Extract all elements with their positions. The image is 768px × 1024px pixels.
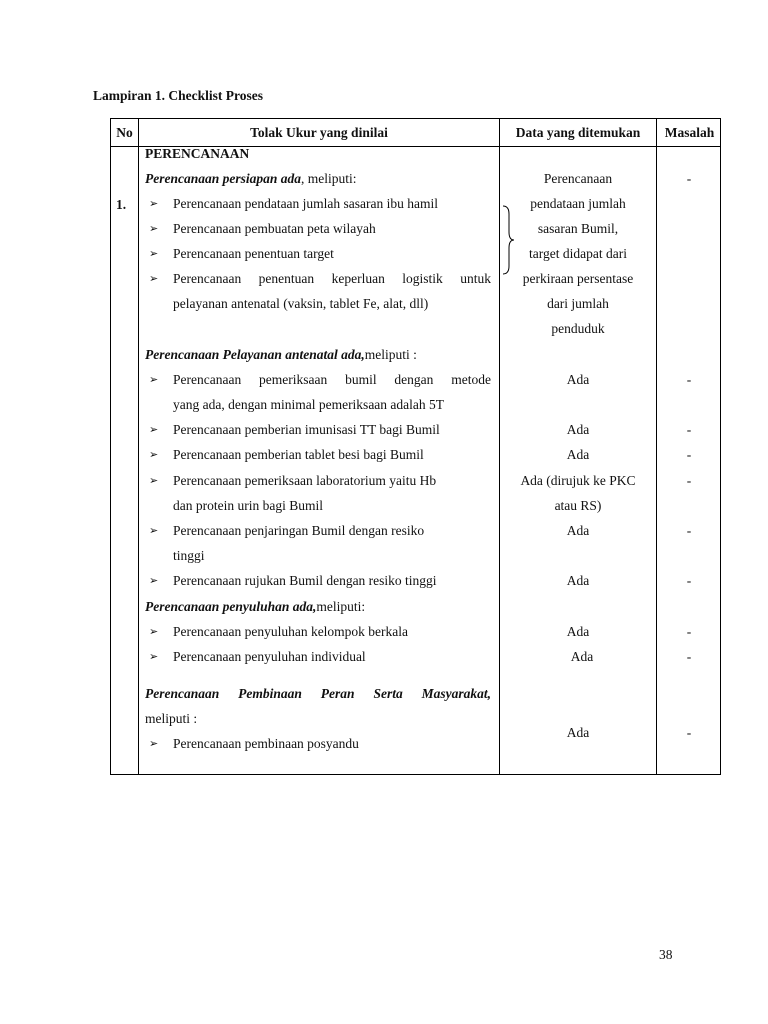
group-title-suffix: meliputi : xyxy=(145,711,198,726)
curly-brace-icon xyxy=(501,204,515,276)
list-item: ➢ Perencanaan pemberian tablet besi bagi Bumil xyxy=(149,447,424,462)
group-title-penyuluhan: Perencanaan penyuluhan ada,meliputi: xyxy=(145,599,366,614)
data-line: perkiraan persentase xyxy=(522,271,634,286)
list-item-continuation: yang ada, dengan minimal pemeriksaan adalah 5T xyxy=(173,397,445,412)
arrowhead-bullet-icon: ➢ xyxy=(149,247,159,260)
list-item: ➢ Perencanaan penyuluhan individual xyxy=(149,649,366,664)
arrowhead-bullet-icon: ➢ xyxy=(149,423,159,436)
list-item xyxy=(149,372,173,388)
page-caption: Lampiran 1. Checklist Proses xyxy=(93,88,264,103)
data-value: Ada xyxy=(570,649,594,664)
data-value: Ada xyxy=(566,372,590,387)
data-line: Perencanaan xyxy=(543,171,613,186)
arrowhead-bullet-icon: ➢ xyxy=(149,474,159,487)
data-value-continuation: atau RS) xyxy=(554,498,602,513)
masalah-value: - xyxy=(686,422,692,437)
data-value: Ada xyxy=(566,725,590,740)
masalah-value: - xyxy=(686,523,692,538)
data-value: Ada xyxy=(566,523,590,538)
list-item xyxy=(149,271,173,287)
header-tolak-ukur: Tolak Ukur yang dinilai xyxy=(250,125,388,140)
masalah-value: - xyxy=(686,624,692,639)
list-item-text: Perencanaan pemeriksaan bumil dengan metode xyxy=(173,372,491,387)
arrowhead-bullet-icon: ➢ xyxy=(149,737,159,750)
arrowhead-bullet-icon: ➢ xyxy=(149,373,159,386)
header-data: Data yang ditemukan xyxy=(515,125,641,140)
list-item: ➢ Perencanaan pembinaan posyandu xyxy=(149,736,359,751)
header-no: No xyxy=(116,125,133,140)
list-item-text: Perencanaan pemeriksaan laboratorium yaitu Hb xyxy=(173,473,437,488)
arrowhead-bullet-icon: ➢ xyxy=(149,574,159,587)
list-item-continuation: dan protein urin bagi Bumil xyxy=(173,498,323,513)
list-item-continuation: pelayanan antenatal (vaksin, tablet Fe, alat, dll) xyxy=(173,296,429,311)
arrowhead-bullet-icon: ➢ xyxy=(149,197,159,210)
masalah-value: - xyxy=(686,171,692,186)
list-item-text: Perencanaan penentuan keperluan logistik untuk xyxy=(173,271,491,286)
arrowhead-bullet-icon: ➢ xyxy=(149,524,159,537)
data-value: Ada (dirujuk ke PKC xyxy=(520,473,636,488)
list-item: ➢ Perencanaan pemberian imunisasi TT bagi Bumil xyxy=(149,422,440,437)
data-value: Ada xyxy=(566,447,590,462)
masalah-value: - xyxy=(686,372,692,387)
group-title-pembinaan: Perencanaan Pembinaan Peran Serta Masyarakat, xyxy=(145,686,491,701)
arrowhead-bullet-icon: ➢ xyxy=(149,272,159,285)
data-line: penduduk xyxy=(551,321,605,336)
list-item: ➢ Perencanaan pembuatan peta wilayah xyxy=(149,221,376,236)
masalah-value: - xyxy=(686,447,692,462)
row-number: 1. xyxy=(116,197,127,212)
arrowhead-bullet-icon: ➢ xyxy=(149,448,159,461)
column-divider-no xyxy=(138,119,139,774)
section-title: PERENCANAAN xyxy=(145,146,250,161)
data-value: Ada xyxy=(566,422,590,437)
page-number: 38 xyxy=(659,947,673,962)
data-value: Ada xyxy=(566,624,590,639)
data-line: pendataan jumlah xyxy=(530,196,626,211)
list-item-continuation: tinggi xyxy=(173,548,205,563)
list-item: ➢ Perencanaan penentuan target xyxy=(149,246,334,261)
data-value: Ada xyxy=(566,573,590,588)
masalah-value: - xyxy=(686,573,692,588)
masalah-value: - xyxy=(686,473,692,488)
data-line: target didapat dari xyxy=(529,246,627,261)
arrowhead-bullet-icon: ➢ xyxy=(149,222,159,235)
data-line: sasaran Bumil, xyxy=(537,221,619,236)
arrowhead-bullet-icon: ➢ xyxy=(149,650,159,663)
arrowhead-bullet-icon: ➢ xyxy=(149,625,159,638)
list-item xyxy=(149,473,173,489)
data-line: dari jumlah xyxy=(547,296,609,311)
list-item: ➢ Perencanaan penjaringan Bumil dengan resiko xyxy=(149,523,425,538)
masalah-value: - xyxy=(686,725,692,740)
group-title-persiapan: Perencanaan persiapan ada, meliputi: xyxy=(145,171,357,186)
list-item: ➢ Perencanaan pendataan jumlah sasaran ibu hamil xyxy=(149,196,439,211)
masalah-value: - xyxy=(686,649,692,664)
group-title-antenatal: Perencanaan Pelayanan antenatal ada,meliputi : xyxy=(145,347,417,362)
list-item: ➢ Perencanaan rujukan Bumil dengan resiko tinggi xyxy=(149,573,437,588)
header-masalah: Masalah xyxy=(664,125,715,140)
list-item: ➢ Perencanaan penyuluhan kelompok berkala xyxy=(149,624,409,639)
